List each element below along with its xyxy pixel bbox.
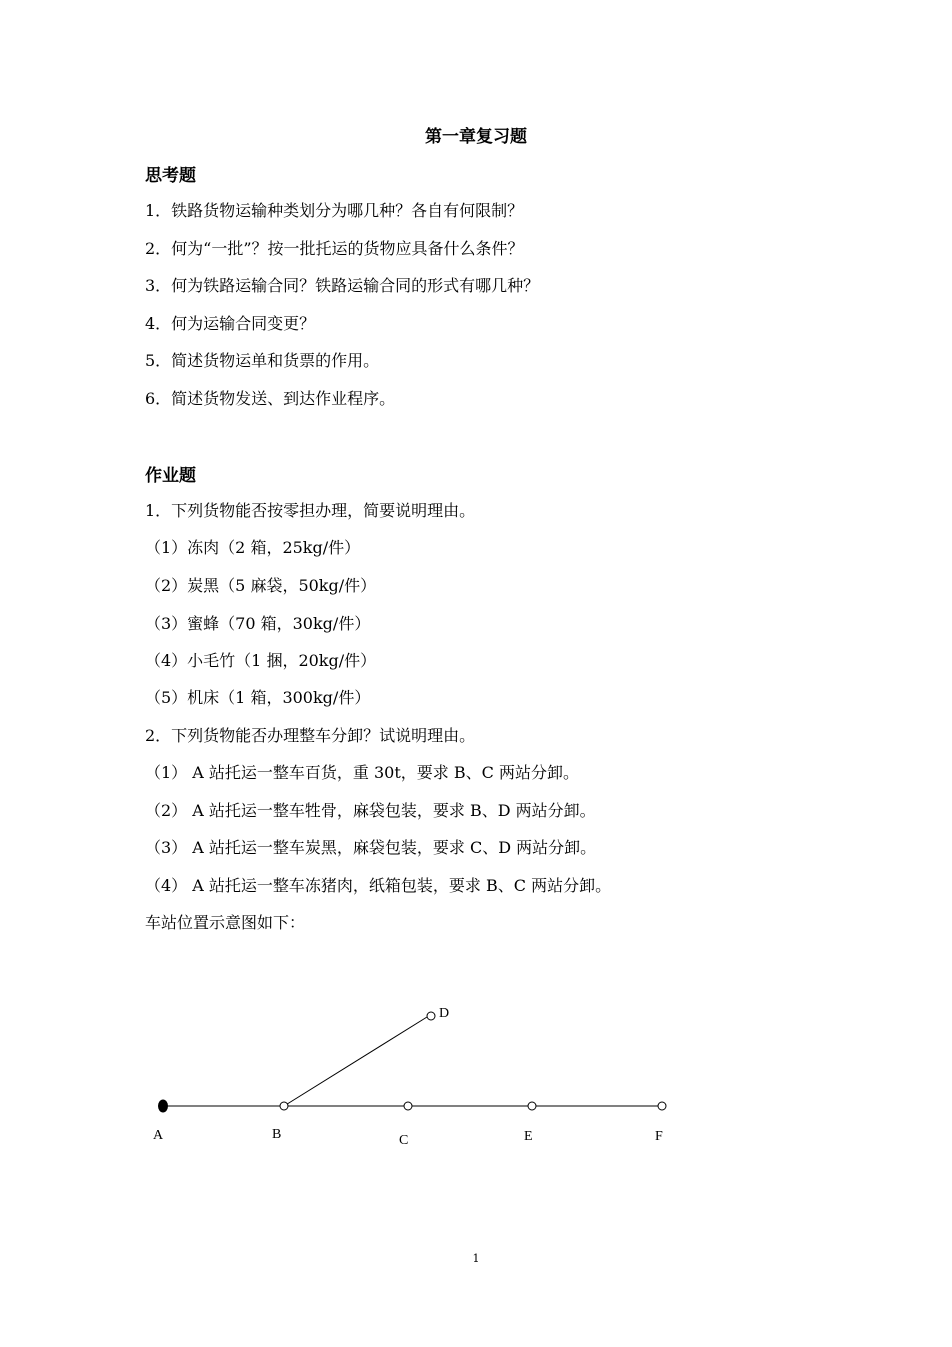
station-label-f: F	[655, 1129, 663, 1144]
sub-item: （3）蜜蜂（70 箱，30kg/件）	[145, 614, 371, 633]
page-title: 第一章复习题	[425, 127, 527, 147]
station-label-c: C	[399, 1133, 409, 1148]
station-e-node	[528, 1102, 536, 1110]
station-label-d: D	[439, 1006, 450, 1021]
station-b-node	[280, 1102, 288, 1110]
question-item: 2．何为“一批”？按一批托运的货物应具备什么条件？	[145, 239, 524, 258]
page-number: 1	[472, 1252, 480, 1265]
station-f-node	[658, 1102, 666, 1110]
station-label-e: E	[524, 1129, 533, 1144]
branch-line	[284, 1017, 427, 1106]
sub-item: （4） A 站托运一整车冻猪肉，纸箱包装，要求 B、C 两站分卸。	[145, 876, 612, 895]
station-d-node	[427, 1012, 435, 1020]
station-a-node	[158, 1100, 168, 1113]
question-item: 3．何为铁路运输合同？铁路运输合同的形式有哪几种？	[145, 276, 540, 295]
question-item: 6．简述货物发送、到达作业程序。	[145, 389, 396, 408]
station-c-node	[404, 1102, 412, 1110]
section-heading-homework: 作业题	[145, 466, 196, 486]
sub-item: （1）冻肉（2 箱，25kg/件）	[145, 538, 361, 557]
question-item: 5．简述货物运单和货票的作用。	[145, 351, 380, 370]
sub-item: （2）炭黑（5 麻袋，50kg/件）	[145, 576, 377, 595]
sub-item: （3） A 站托运一整车炭黑，麻袋包装，要求 C、D 两站分卸。	[145, 838, 597, 857]
question-item: 1．铁路货物运输种类划分为哪几种？各自有何限制？	[145, 201, 524, 220]
sub-item: （2） A 站托运一整车牲骨，麻袋包装，要求 B、D 两站分卸。	[145, 801, 596, 820]
homework-question-1: 1．下列货物能否按零担办理，简要说明理由。	[145, 501, 476, 520]
section-heading-thinking: 思考题	[145, 166, 196, 186]
homework-question-2: 2．下列货物能否办理整车分卸？试说明理由。	[145, 726, 476, 745]
question-item: 4．何为运输合同变更？	[145, 314, 316, 333]
diagram-caption: 车站位置示意图如下：	[145, 913, 306, 932]
station-diagram	[140, 990, 700, 1160]
sub-item: （5）机床（1 箱，300kg/件）	[145, 688, 371, 707]
sub-item: （1） A 站托运一整车百货，重 30t，要求 B、C 两站分卸。	[145, 763, 579, 782]
station-label-a: A	[153, 1128, 164, 1143]
station-label-b: B	[272, 1127, 282, 1142]
sub-item: （4）小毛竹（1 捆，20kg/件）	[145, 651, 377, 670]
